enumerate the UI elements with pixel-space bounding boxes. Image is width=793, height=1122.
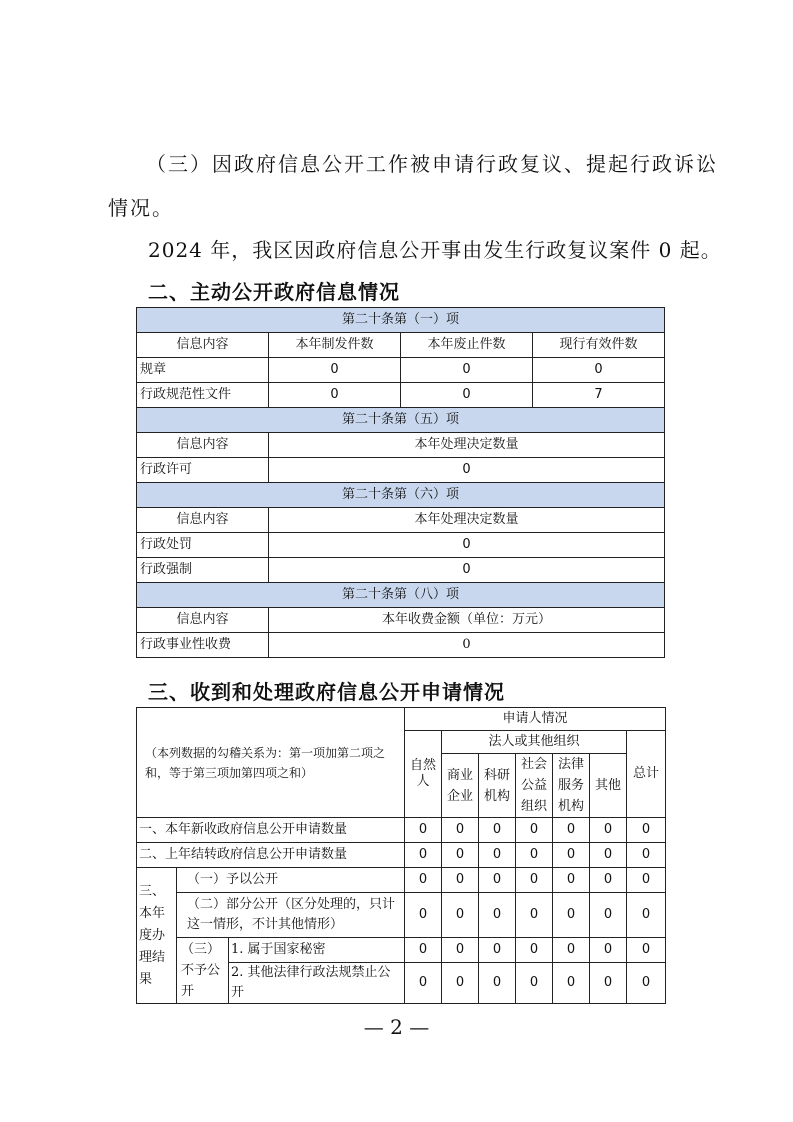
section-row: 第二十条第（六）项 xyxy=(137,483,665,508)
table-cell: 0 xyxy=(269,558,665,583)
column-header: 本年处理决定数量 xyxy=(269,433,665,458)
section-heading: 二、主动公开政府信息情况 xyxy=(148,280,400,304)
section-heading: 三、收到和处理政府信息公开申请情况 xyxy=(148,680,505,704)
column-header: 本年制发件数 xyxy=(269,333,401,358)
table-cell: 0 xyxy=(590,818,627,843)
table-cell: 0 xyxy=(553,868,590,893)
table-cell: 0 xyxy=(442,868,479,893)
row-label: 行政事业性收费 xyxy=(137,633,269,658)
table-cell: 0 xyxy=(442,843,479,868)
column-header: 本年废止件数 xyxy=(401,333,533,358)
table-cell: 0 xyxy=(405,963,442,1004)
section-row: 第二十条第（五）项 xyxy=(137,408,665,433)
column-header: 法人或其他组织 xyxy=(442,731,627,754)
row-group-label: （三）不予公开 xyxy=(177,938,229,1004)
table-cell: 0 xyxy=(553,963,590,1004)
row-label: （一）予以公开 xyxy=(177,868,405,893)
proactive-disclosure-table xyxy=(136,307,665,658)
table-cell: 0 xyxy=(553,893,590,938)
table-cell: 0 xyxy=(627,843,666,868)
column-header: 信息内容 xyxy=(137,433,269,458)
table-cell: 0 xyxy=(442,938,479,963)
paragraph-statistic: 2024 年，我区因政府信息公开事由发生行政复议案件 0 起。 xyxy=(148,238,722,262)
column-header: 现行有效件数 xyxy=(533,333,665,358)
table-cell: 0 xyxy=(553,843,590,868)
row-group-label: 三、本年度办理结果 xyxy=(137,868,177,1004)
section-row: 第二十条第（八）项 xyxy=(137,583,665,608)
table-cell: 0 xyxy=(627,868,666,893)
table-cell: 0 xyxy=(479,938,516,963)
table-cell: 0 xyxy=(516,893,553,938)
row-label: 规章 xyxy=(137,358,269,383)
table-cell: 0 xyxy=(442,963,479,1004)
table-cell: 0 xyxy=(516,963,553,1004)
table-cell: 0 xyxy=(479,963,516,1004)
paragraph-line: 情况。 xyxy=(108,196,174,220)
table-cell: 0 xyxy=(516,818,553,843)
table-cell: 0 xyxy=(269,533,665,558)
table-cell: 0 xyxy=(405,893,442,938)
table-cell: 0 xyxy=(533,358,665,383)
table-cell: 0 xyxy=(269,383,401,408)
table-cell: 0 xyxy=(590,843,627,868)
column-header: 总计 xyxy=(627,731,666,818)
table-cell: 0 xyxy=(442,893,479,938)
column-header: 自然人 xyxy=(405,731,442,818)
column-header: 本年处理决定数量 xyxy=(269,508,665,533)
section-row: 第二十条第（一）项 xyxy=(137,308,665,333)
row-label: 2. 其他法律行政法规禁止公开 xyxy=(229,963,405,1004)
row-label: 一、本年新收政府信息公开申请数量 xyxy=(137,818,405,843)
table-cell: 0 xyxy=(516,938,553,963)
column-header: 科研机构 xyxy=(479,754,516,818)
table-cell: 0 xyxy=(590,893,627,938)
table-cell: 0 xyxy=(590,868,627,893)
table-cell: 7 xyxy=(533,383,665,408)
table-cell: 0 xyxy=(405,938,442,963)
row-label: 行政许可 xyxy=(137,458,269,483)
table-cell: 0 xyxy=(627,893,666,938)
row-label: 行政强制 xyxy=(137,558,269,583)
table-cell: 0 xyxy=(405,818,442,843)
table-cell: 0 xyxy=(553,938,590,963)
column-header: 申请人情况 xyxy=(405,708,666,731)
table-cell: 0 xyxy=(627,938,666,963)
table-cell: 0 xyxy=(479,818,516,843)
row-label: 二、上年结转政府信息公开申请数量 xyxy=(137,843,405,868)
column-header: 信息内容 xyxy=(137,333,269,358)
table-cell: 0 xyxy=(405,843,442,868)
column-header: 法律服务机构 xyxy=(553,754,590,818)
column-header: 本年收费金额（单位：万元） xyxy=(269,608,665,633)
column-header: 信息内容 xyxy=(137,608,269,633)
table-cell: 0 xyxy=(405,868,442,893)
table-cell: 0 xyxy=(516,843,553,868)
table-cell: 0 xyxy=(590,938,627,963)
table-cell: 0 xyxy=(269,458,665,483)
table-cell: 0 xyxy=(479,868,516,893)
application-handling-table xyxy=(136,707,666,1004)
table-cell: 0 xyxy=(627,818,666,843)
table-cell: 0 xyxy=(553,818,590,843)
table-cell: 0 xyxy=(627,963,666,1004)
row-label: （二）部分公开（区分处理的，只计这一情形，不计其他情形） xyxy=(177,893,405,938)
table-cell: 0 xyxy=(401,358,533,383)
table-cell: 0 xyxy=(269,358,401,383)
row-label: 行政处罚 xyxy=(137,533,269,558)
table-cell: 0 xyxy=(442,818,479,843)
column-header: 其他 xyxy=(590,754,627,818)
paragraph-line: （三）因政府信息公开工作被申请行政复议、提起行政诉讼 xyxy=(146,152,718,176)
table-cell: 0 xyxy=(479,893,516,938)
column-header: 信息内容 xyxy=(137,508,269,533)
note-cell: （本列数据的勾稽关系为：第一项加第二项之和，等于第三项加第四项之和） xyxy=(137,708,405,818)
table-cell: 0 xyxy=(590,963,627,1004)
row-label: 1. 属于国家秘密 xyxy=(229,938,405,963)
column-header: 商业企业 xyxy=(442,754,479,818)
row-label: 行政规范性文件 xyxy=(137,383,269,408)
table-cell: 0 xyxy=(479,843,516,868)
table-cell: 0 xyxy=(269,633,665,658)
page-number: — 2 — xyxy=(363,1015,430,1039)
table-cell: 0 xyxy=(516,868,553,893)
table-cell: 0 xyxy=(401,383,533,408)
column-header: 社会公益组织 xyxy=(516,754,553,818)
